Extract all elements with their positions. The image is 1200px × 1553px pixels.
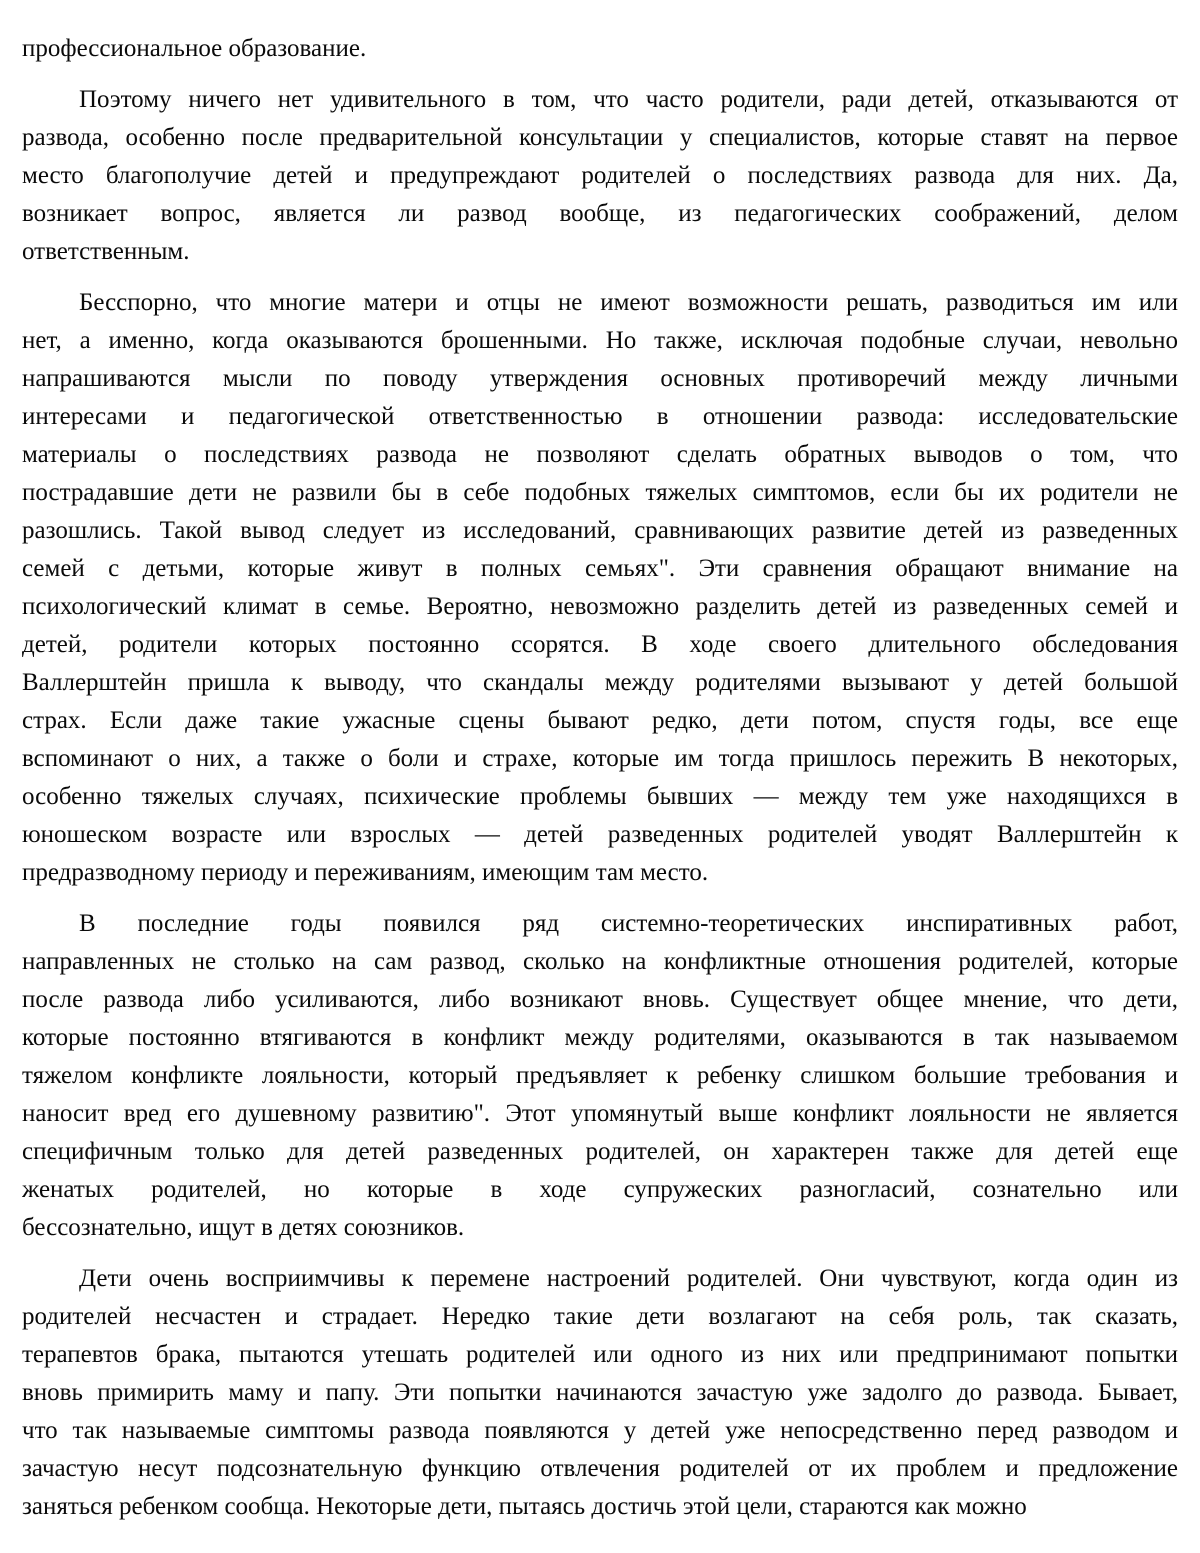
text-line: разошлись. Такой вывод следует из исследований, сравнивающих развитие детей из разведенных [22,517,1178,544]
text-line: В последние годы появился ряд системно-теоретических инспиративных работ, [79,910,1178,937]
text-line: бессознательно, ищут в детях союзников. [22,1214,465,1241]
text-line: развода, особенно после предварительной консультации у специалистов, которые ставят на первое [22,124,1178,151]
text-line: психологический климат в семье. Вероятно, невозможно разделить детей из разведенных семей и [22,593,1178,620]
paragraph-4 [22,905,1178,1247]
text-line: страх. Если даже такие ужасные сцены бывают редко, дети потом, спустя годы, все еще [22,707,1178,734]
text-line: заняться ребенком сообща. Некоторые дети, пытаясь достичь этой цели, стараются как можно [22,1493,1027,1520]
text-line: тяжелом конфликте лояльности, который предъявляет к ребенку слишком большие требования и [22,1062,1178,1089]
text-line: зачастую несут подсознательную функцию отвлечения родителей от их проблем и предложение [22,1455,1178,1482]
text-line: Поэтому ничего нет удивительного в том, что часто родители, ради детей, отказываются от [79,86,1178,113]
text-line: возникает вопрос, является ли развод вообще, из педагогических соображений, делом [22,200,1178,227]
text-line: родителей несчастен и страдает. Нередко такие дети возлагают на себя роль, так сказать, [22,1303,1178,1330]
text-line: юношеском возрасте или взрослых — детей разведенных родителей уводят Валлерштейн к [22,821,1178,848]
text-line: предразводному периоду и переживаниям, имеющим там место. [22,859,709,886]
text-line: Дети очень восприимчивы к перемене настроений родителей. Они чувствуют, когда один из [79,1265,1178,1292]
text-line: вновь примирить маму и папу. Эти попытки начинаются зачастую уже задолго до развода. Бывает, [22,1379,1178,1406]
text-line: направленных не столько на сам развод, сколько на конфликтные отношения родителей, которые [22,948,1178,975]
paragraph-5 [22,1260,1178,1526]
document-body [22,30,1178,1526]
text-line: Валлерштейн пришла к выводу, что скандалы между родителями вызывают у детей большой [22,669,1178,696]
text-line: ответственным. [22,238,190,265]
text-line: материалы о последствиях развода не позволяют сделать обратных выводов о том, что [22,441,1178,468]
text-line: особенно тяжелых случаях, психические проблемы бывших — между тем уже находящихся в [22,783,1178,810]
text-line: нет, а именно, когда оказываются брошенными. Но также, исключая подобные случаи, невольно [22,327,1178,354]
text-line: напрашиваются мысли по поводу утверждения основных противоречий между личными [22,365,1178,392]
text-line: семей с детьми, которые живут в полных семьях". Эти сравнения обращают внимание на [22,555,1178,582]
text-line: место благополучие детей и предупреждают родителей о последствиях развода для них. Да, [22,162,1178,189]
paragraph-3 [22,284,1178,892]
text-line: пострадавшие дети не развили бы в себе подобных тяжелых симптомов, если бы их родители не [22,479,1178,506]
paragraph-2 [22,81,1178,271]
paragraph-1 [22,30,1178,68]
text-line: что так называемые симптомы развода появляются у детей уже непосредственно перед разводом и [22,1417,1178,1444]
text-line: терапевтов брака, пытаются утешать родителей или одного из них или предпринимают попытки [22,1341,1178,1368]
text-line: наносит вред его душевному развитию". Этот упомянутый выше конфликт лояльности не является [22,1100,1178,1127]
text-line: Бесспорно, что многие матери и отцы не имеют возможности решать, разводиться им или [79,289,1178,316]
text-line: женатых родителей, но которые в ходе супружеских разногласий, сознательно или [22,1176,1178,1203]
text-line: специфичным только для детей разведенных родителей, он характерен также для детей еще [22,1138,1178,1165]
text-line: после развода либо усиливаются, либо возникают вновь. Существует общее мнение, что дети, [22,986,1178,1013]
text-line: которые постоянно втягиваются в конфликт между родителями, оказываются в так называемом [22,1024,1178,1051]
text-line: интересами и педагогической ответственностью в отношении развода: исследовательские [22,403,1178,430]
text-line: вспоминают о них, а также о боли и страхе, которые им тогда пришлось пережить В некоторых, [22,745,1178,772]
text-line: профессиональное образование. [22,35,367,62]
text-line: детей, родители которых постоянно ссорятся. В ходе своего длительного обследования [22,631,1178,658]
